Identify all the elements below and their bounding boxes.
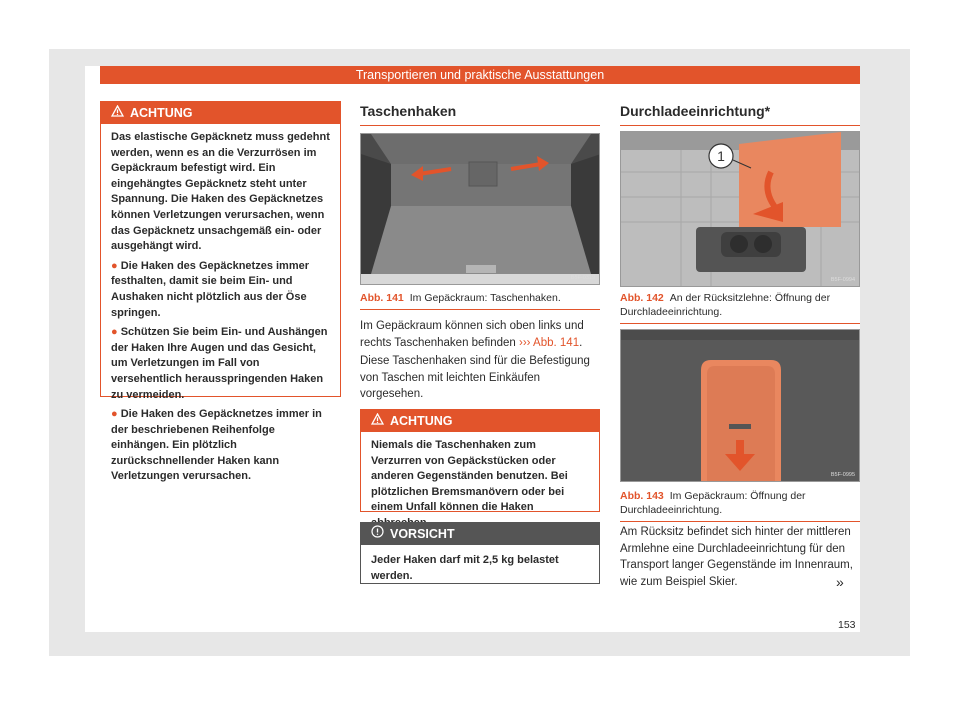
section-heading-durchladeeinrichtung: Durchladeeinrichtung* bbox=[620, 103, 860, 126]
page-number: 153 bbox=[838, 619, 856, 631]
bullet-text: Die Haken des Gepäcknetzes immer in der beschriebenen Reihenfolge einhängen. Ein plötzlich zurückschnellender Haken kann Verletzungen verursachen. bbox=[111, 408, 322, 483]
figure-143-caption bbox=[620, 489, 860, 522]
rear-seat-illustration bbox=[621, 132, 860, 287]
callout-marker: 1 bbox=[717, 148, 725, 164]
warning-header bbox=[361, 410, 599, 432]
figure-code: B5F-0994 bbox=[830, 277, 855, 283]
warning-bullet bbox=[111, 259, 330, 321]
figure-code: B5F-0319 bbox=[570, 275, 595, 281]
figure-label: Abb. 141 bbox=[360, 292, 404, 304]
paragraph-taschenhaken-1: Im Gepäckraum können sich oben links und rechts Taschenhaken befinden ››› Abb. 141. bbox=[360, 320, 584, 349]
warning-header bbox=[101, 102, 340, 124]
note-box-vorsicht bbox=[360, 522, 600, 584]
continue-mark: » bbox=[836, 574, 844, 590]
figure-143-image bbox=[620, 329, 860, 482]
warning-intro: Das elastische Gepäcknetz muss gedehnt werden, wenn es an die Verzurrösen im Gepäckraum befestigt wird. Ein eingehängtes Gepäcknetz steht unter Spannung. Die Haken des Gepäcknetzes können Verletzungen verursachen, wenn das Gepäcknetz unsachgemäß ein- oder ausgehängt wird. bbox=[111, 131, 330, 253]
paragraph-taschenhaken-2: Diese Taschenhaken sind für die Befestigung von Taschen mit leichten Einkäufen vorgesehen. bbox=[360, 355, 590, 400]
bullet-icon: ● bbox=[111, 259, 121, 272]
trunk-passthrough-illustration bbox=[621, 330, 860, 482]
figure-label: Abb. 143 bbox=[620, 490, 664, 502]
bullet-text: Schützen Sie beim Ein- und Aushängen der Haken Ihre Augen und das Gesicht, um Verletzungen im Fall von versehentlich herausspringenden Haken zu vermeiden. bbox=[111, 326, 328, 401]
paragraph-text: Im Gepäckraum können sich oben links und rechts Taschenhaken befinden bbox=[360, 320, 584, 349]
bullet-icon: ● bbox=[111, 408, 121, 421]
note-body: Jeder Haken darf mit 2,5 kg belastet werden. bbox=[371, 554, 559, 582]
figure-142-caption bbox=[620, 291, 860, 324]
warning-title: ACHTUNG bbox=[130, 106, 193, 120]
trunk-illustration bbox=[361, 134, 600, 285]
paragraph-durchlade: Am Rücksitz befindet sich hinter der mittleren Armlehne eine Durchladeeinrichtung für den Transport langer Gegenstände im Innenraum, wie zum Beispiel Skier. bbox=[620, 526, 853, 588]
bullet-icon: ● bbox=[111, 326, 121, 339]
warning-body bbox=[101, 124, 340, 491]
info-circle-icon bbox=[371, 523, 384, 545]
warning-triangle-icon bbox=[371, 410, 384, 432]
figure-code: B5F-0995 bbox=[830, 472, 855, 478]
section-heading-taschenhaken: Taschenhaken bbox=[360, 103, 600, 126]
figure-caption-text: Im Gepäckraum: Öffnung der Durchladeeinrichtung. bbox=[620, 490, 806, 516]
note-header bbox=[361, 523, 599, 545]
warning-body: Niemals die Taschenhaken zum Verzurren von Gepäckstücken oder anderen Gegenständen benutzen. Bei plötzlichen Bremsmanövern oder bei einem Unfall können die Haken bbox=[371, 439, 568, 514]
page-header: Transportieren und praktische Ausstattungen bbox=[100, 66, 860, 84]
warning-bullet bbox=[111, 407, 330, 485]
warning-bullet bbox=[111, 325, 330, 403]
figure-reference-link[interactable]: ››› Abb. 141 bbox=[519, 336, 580, 349]
warning-box-gepaecknetz bbox=[100, 101, 341, 483]
figure-142-image bbox=[620, 131, 860, 287]
warning-box-taschenhaken bbox=[360, 409, 600, 512]
figure-caption-text: Im Gepäckraum: Taschenhaken. bbox=[409, 292, 561, 304]
figure-141-caption bbox=[360, 291, 600, 310]
figure-label: Abb. 142 bbox=[620, 292, 664, 304]
note-title: VORSICHT bbox=[390, 527, 455, 541]
warning-triangle-icon bbox=[111, 102, 124, 124]
warning-title: ACHTUNG bbox=[390, 414, 453, 428]
figure-caption-text: An der Rücksitzlehne: Öffnung der Durchladeeinrichtung. bbox=[620, 292, 831, 318]
figure-141-image bbox=[360, 133, 600, 285]
bullet-text: Die Haken des Gepäcknetzes immer festhalten, damit sie beim Ein- und Aushaken nicht plötzlich aus der Öse springen. bbox=[111, 259, 310, 319]
